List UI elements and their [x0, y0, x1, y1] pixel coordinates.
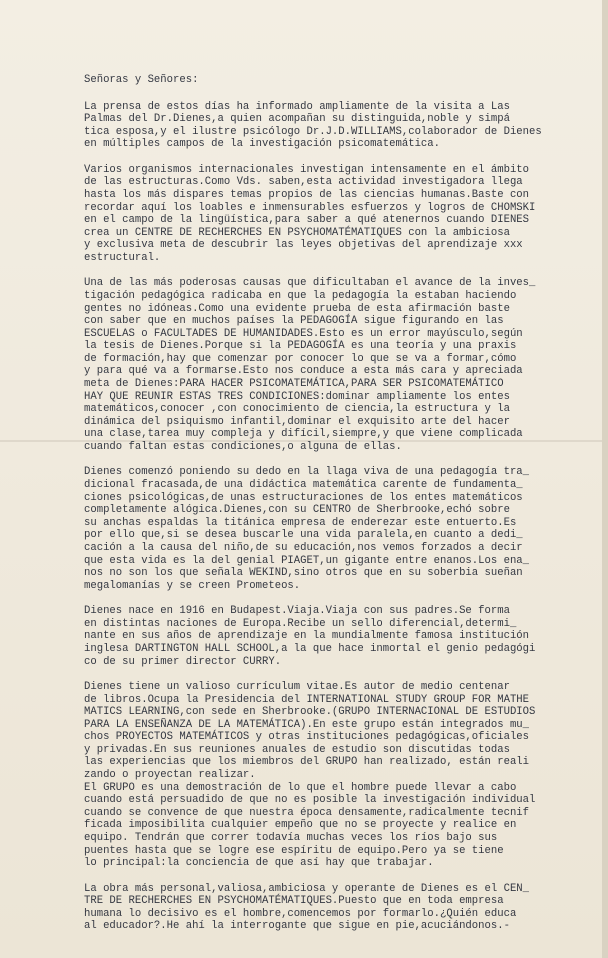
- text-line: en múltiples campos de la investigación psicomatemática.: [84, 138, 441, 151]
- text-line: con saber que en muchos países la PEDAGOGÍA sigue figurando en las: [84, 315, 504, 328]
- text-line: matemáticos,conocer ,con conocimiento de ciencia,la estructura y la: [84, 403, 510, 416]
- text-line: nos no son los que señala WEKIND,sino otros que en su soberbia sueñan: [84, 567, 523, 580]
- text-line: cuando se convence de que nuestra época densamente,radicalmente tecnif: [84, 806, 530, 819]
- text-line: equipo. Tendrán que correr todavía muchas veces los ríos bajo sus: [84, 832, 498, 845]
- text-line: lo principal:la conciencia de que así hay que trabajar.: [84, 857, 434, 870]
- text-line: dinámica del psiquismo infantil,dominar el exquisito arte del hacer: [84, 415, 510, 428]
- text-line: gentes no idóneas.Como una evidente prueba de esta afirmación baste: [84, 302, 510, 315]
- text-line: tica esposa,y el ilustre psicólogo Dr.J.D.WILLIAMS,colaborador de Dienes: [84, 125, 542, 138]
- paragraph-6: [84, 681, 604, 870]
- text-line: que esta vida es la del genial PIAGET,un gigante entre enanos.Los ena_: [84, 554, 530, 567]
- text-line: su anchas espaldas la titánica empresa de enderezar este entuerto.Es: [84, 516, 517, 529]
- text-line: las experiencias que los miembros del GRUPO han realizado, están reali: [84, 756, 530, 769]
- text-line: cuando faltan estas condiciones,o alguna de ellas.: [84, 441, 402, 454]
- text-line: ciones psicológicas,de unas estructuraciones de los entes matemáticos: [84, 491, 523, 504]
- text-line: y privadas.En sus reuniones anuales de estudio son discutidas todas: [84, 743, 510, 756]
- text-line: cación a la causa del niño,de su educación,nos vemos forzados a decir: [84, 541, 523, 554]
- paragraph-3: [84, 277, 604, 453]
- text-line: una clase,tarea muy compleja y difícil,siempre,y que viene complicada: [84, 428, 523, 441]
- text-line: ficada imposibilita cualquier empeño que no se proyecte y realice en: [84, 819, 517, 832]
- text-line: de libros.Ocupa la Presidencia del INTERNATIONAL STUDY GROUP FOR MATHE: [84, 693, 530, 706]
- text-line: MATICS LEARNING,con sede en Sherbrooke.(GRUPO INTERNACIONAL DE ESTUDIOS: [84, 706, 536, 719]
- text-line: puentes hasta que se logre ese espíritu de equipo.Pero ya se tiene: [84, 844, 504, 857]
- text-line: TRE DE RECHERCHES EN PSYCHOMATÉMATIQUES.Puesto que en toda empresa: [84, 895, 504, 908]
- text-line: dicional fracasada,de una didáctica matemática carente de fundamenta_: [84, 479, 523, 492]
- text-line: de las estructuras.Como Vds. saben,esta actividad investigadora llega: [84, 176, 523, 189]
- text-line: Dienes tiene un valioso currículum vitae.Es autor de medio centenar: [84, 680, 510, 693]
- text-line: al educador?.He ahí la interrogante que sigue en pie,acuciándonos.-: [84, 920, 510, 933]
- text-line: recordar aquí los loables e inmensurables esfuerzos y logros de CHOMSKI: [84, 201, 536, 214]
- text-line: nante en sus años de aprendizaje en la mundialmente famosa institución: [84, 630, 530, 643]
- salutation: Señoras y Señores:: [84, 74, 199, 86]
- text-line: estructural.: [84, 251, 161, 264]
- paragraph-7: [84, 883, 604, 933]
- text-line: megalomanías y se creen Prometeos.: [84, 579, 301, 592]
- text-line: tigación pedagógica radicaba en que la pedagogía la estaban haciendo: [84, 289, 517, 302]
- text-line: hasta los más dispares temas propios de las ciencias humanas.Baste con: [84, 188, 530, 201]
- text-line: zando o proyectan realizar.: [84, 769, 256, 782]
- text-line: Dienes nace en 1916 en Budapest.Viaja.Viaja con sus padres.Se forma: [84, 605, 510, 618]
- paragraph-4: [84, 466, 604, 592]
- text-line: en el campo de la lingüística,para saber a qué atenernos cuando DIENES: [84, 214, 530, 227]
- text-line: cuando está persuadido de que no es posible la investigación individual: [84, 794, 536, 807]
- text-line: en distintas naciones de Europa.Recibe un sello diferencial,determi_: [84, 617, 517, 630]
- text-line: y para qué va a formarse.Esto nos conduce a esta más cara y apreciada: [84, 365, 523, 378]
- text-line: por ello que,si se desea buscarle una vida paralela,en cuanto a dedi_: [84, 529, 523, 542]
- text-line: humana lo decisivo es el hombre,comencemos por formarlo.¿Quién educa: [84, 907, 517, 920]
- text-line: de formación,hay que comenzar por conocer lo que se va a formar,cómo: [84, 352, 517, 365]
- text-line: PARA LA ENSEÑANZA DE LA MATEMÁTICA).En este grupo están integrados mu_: [84, 718, 530, 731]
- paragraph-2: [84, 164, 604, 265]
- paragraph-5: [84, 605, 604, 668]
- text-line: HAY QUE REUNIR ESTAS TRES CONDICIONES:dominar ampliamente los entes: [84, 390, 510, 403]
- text-line: meta de Dienes:PARA HACER PSICOMATEMÁTICA,PARA SER PSICOMATEMÁTICO: [84, 378, 504, 391]
- text-line: La obra más personal,valiosa,ambiciosa y operante de Dienes es el CEN_: [84, 882, 530, 895]
- text-line: y exclusiva meta de descubrir las leyes objetivas del aprendizaje xxx: [84, 239, 523, 252]
- text-line: chos PROYECTOS MATEMÁTICOS y otras instituciones pedagógicas,oficiales: [84, 731, 530, 744]
- text-line: Dienes comenzó poniendo su dedo en la llaga viva de una pedagogía tra_: [84, 466, 530, 479]
- text-line: La prensa de estos días ha informado ampliamente de la visita a Las: [84, 100, 510, 113]
- letter-body: [84, 101, 604, 933]
- text-line: crea un CENTRE DE RECHERCHES EN PSYCHOMATÉMATIQUES con la ambiciosa: [84, 226, 510, 239]
- text-line: Varios organismos internacionales investigan intensamente en el ámbito: [84, 163, 530, 176]
- text-line: co de su primer director CURRY.: [84, 655, 282, 668]
- typewritten-letter: [84, 74, 604, 946]
- text-line: Una de las más poderosas causas que dificultaban el avance de la inves_: [84, 277, 536, 290]
- text-line: ESCUELAS o FACULTADES DE HUMANIDADES.Esto es un error mayúsculo,según: [84, 327, 523, 340]
- text-line: Palmas del Dr.Dienes,a quien acompañan su distinguida,noble y simpá: [84, 113, 510, 126]
- text-line: la tesis de Dienes.Porque si la PEDAGOGÍA es una teoría y una praxis: [84, 340, 517, 353]
- text-line: El GRUPO es una demostración de lo que el hombre puede llevar a cabo: [84, 781, 517, 794]
- text-line: inglesa DARTINGTON HALL SCHOOL,a la que hace inmortal el genio pedagógi: [84, 642, 536, 655]
- text-line: completamente alógica.Dienes,con su CENTRO de Sherbrooke,echó sobre: [84, 504, 510, 517]
- paragraph-1: [84, 101, 604, 151]
